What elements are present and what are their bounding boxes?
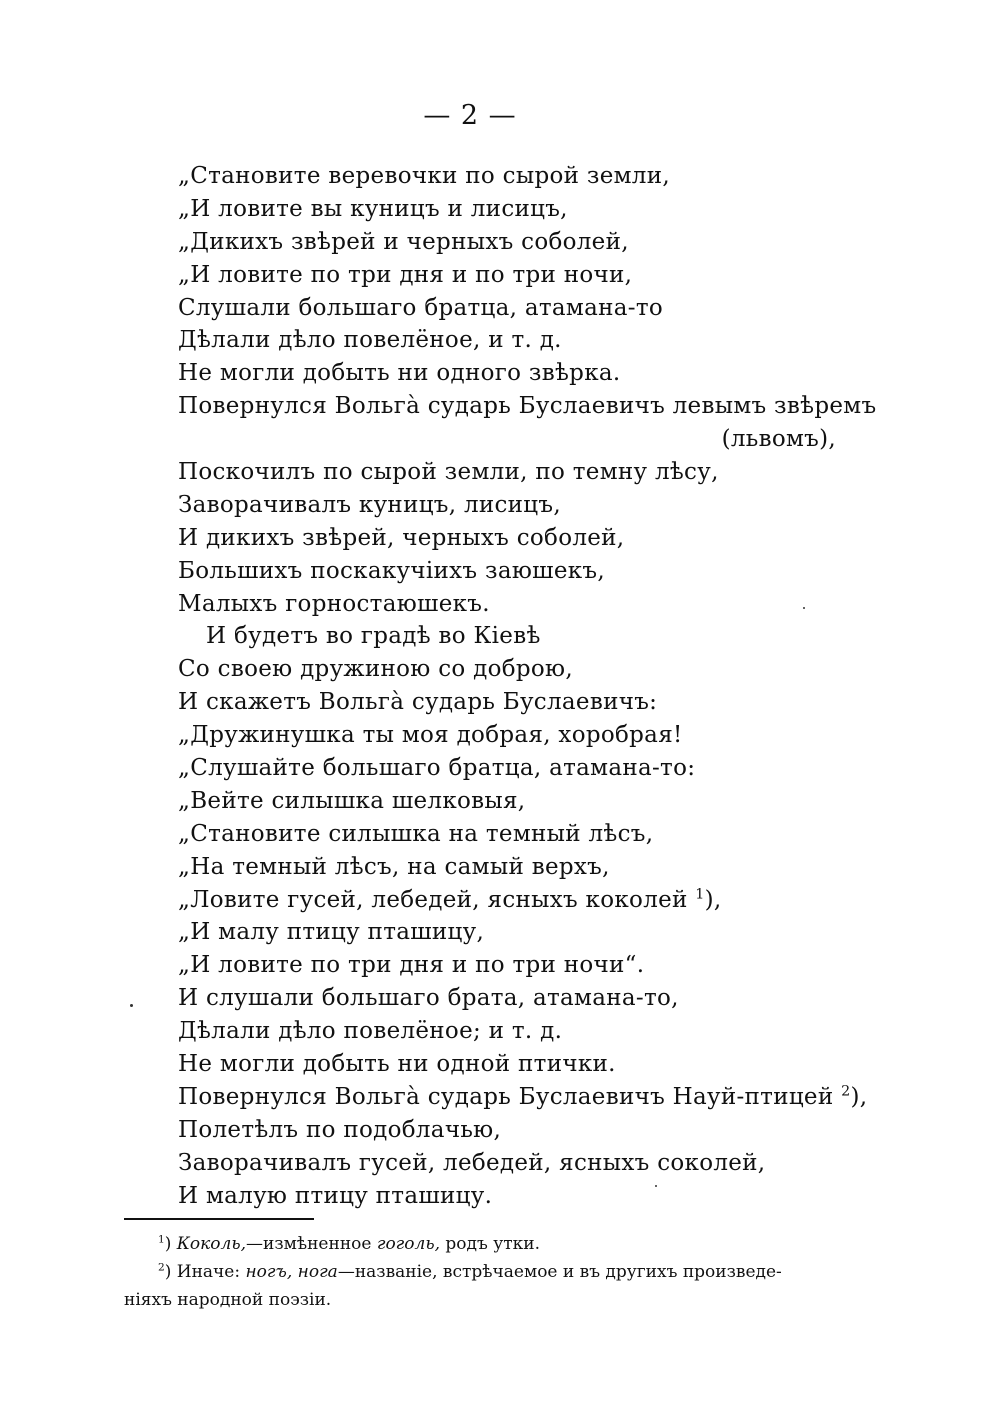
footnote-term: гоголь, [376,1234,440,1254]
verse-line: „Становите веревочки по сырой земли, [178,163,670,189]
verse-line: „И ловите по три дня и по три ночи“. [178,952,645,979]
footnote-mark: 1 [158,1233,165,1246]
verse-line: „Слушайте большаго братца, атамана-то: [178,755,696,782]
verse-line-text: Повернулся Вольга̀ сударь Буслаевичъ Науй-птицей [178,1083,834,1110]
verse-line: Большихъ поскакучiихъ заюшекъ, [178,557,605,584]
verse-line: „На темный лѣсъ, на самый верхъ, [178,853,610,880]
verse-line: И скажетъ Вольга̀ сударь Буслаевичъ: [178,689,658,716]
verse-line: Слушали большаго братца, атамана-то [178,294,663,321]
footnote-2: $^2$) Иначе: ногъ, нога—названiе, встрѣчаемое и въ другихъ произведе- [158,1261,782,1282]
footnote-term: нога [297,1262,338,1282]
verse-block [178,160,878,1213]
print-speck [803,607,805,609]
verse-line: Заворачивалъ куницъ, лисицъ, [178,491,561,518]
verse-line-tail: ), [850,1083,868,1110]
verse-line: Поскочилъ по сырой земли, по темну лѣсу, [178,459,719,486]
verse-line: „Дикихъ звѣрей и черныхъ соболей, [178,228,629,255]
verse-line-continuation: (львомъ), [721,426,836,453]
verse-line: Дѣлали дѣло повелёное; и т. д. [178,1018,563,1045]
footnote-ref: 2 [841,1083,851,1100]
verse-line: „И ловите по три дня и по три ночи, [178,261,633,288]
verse-line: Заворачивалъ гусей, лебедей, ясныхъ соколей, [178,1149,766,1176]
page-number: — 2 — [423,100,517,131]
verse-line: И малую птицу пташицу. [178,1182,493,1209]
verse-line: Не могли добыть ни одной птички. [178,1051,616,1078]
verse-line: И дикихъ звѣрей, черныхъ соболей, [178,524,625,551]
footnote-term: Коколь, [176,1234,247,1254]
verse-line-tail: ), [704,886,722,913]
verse-line: „Дружинушка ты моя добрая, хоробрая! [178,722,683,749]
verse-line: И будетъ во градѣ во Кiевѣ [206,623,541,650]
verse-line: Повернулся Вольга̀ сударь Буслаевичъ левымъ звѣремъ [178,393,877,420]
print-speck [130,1004,133,1007]
verse-line-with-footnote [178,884,878,917]
footnote-2-continuation: нiяхъ народной поэзiи. [124,1290,332,1310]
footnote-term: ногъ, [245,1262,293,1282]
verse-line: Не могли добыть ни одного звѣрка. [178,360,621,387]
verse-line: Со своею дружиною со доброю, [178,656,573,683]
print-speck [655,1185,657,1187]
verse-line: „И малу птицу пташицу, [178,919,485,946]
footnote-mark: 2 [158,1261,165,1274]
footnote-ref: 1 [695,885,705,902]
verse-line: Малыхъ горностаюшекъ. [178,590,490,617]
verse-line: „Становите силышка на темный лѣсъ, [178,820,654,847]
verse-line-text: „Ловите гусей, лебедей, ясныхъ коколей [178,886,688,913]
verse-line: Дѣлали дѣло повелёное, и т. д. [178,327,562,354]
verse-line: Полетѣлъ по подоблачью, [178,1116,502,1143]
verse-line: „И ловите вы куницъ и лисицъ, [178,195,568,222]
footnotes [124,1230,854,1314]
verse-line: И слушали большаго брата, атамана-то, [178,985,679,1012]
footnote-divider [124,1218,314,1220]
footnote-1: $^1$) Коколь,—измѣненное гоголь, родъ утки. [158,1233,540,1254]
verse-line: „Вейте силышка шелковыя, [178,787,526,814]
verse-line-with-footnote [178,1081,878,1114]
